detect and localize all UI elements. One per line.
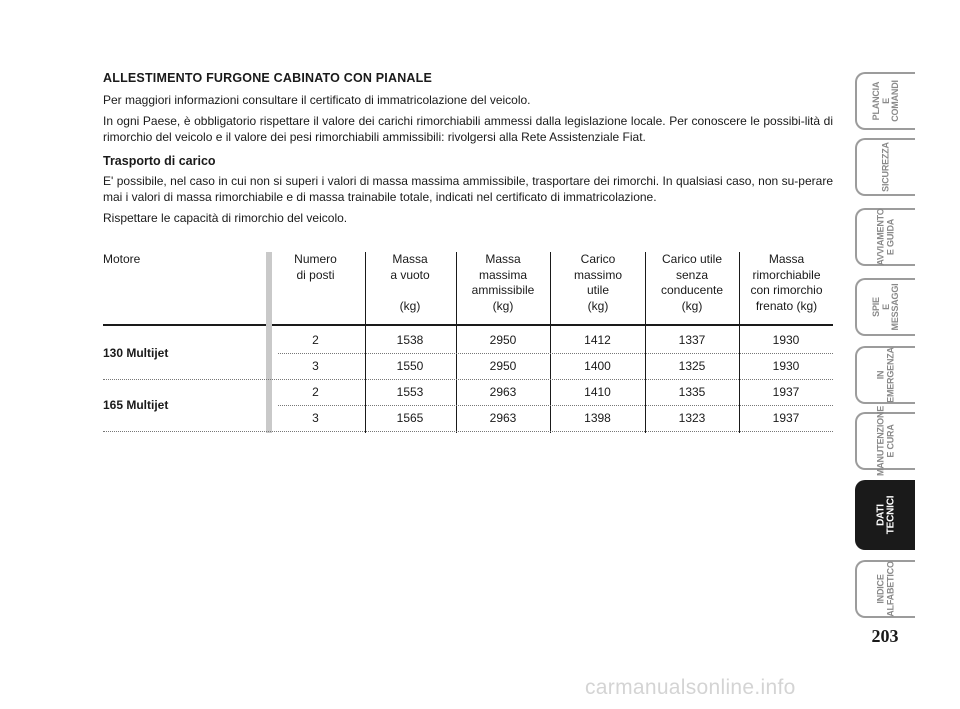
cell-vuoto: 1538: [396, 333, 424, 347]
tab-sicurezza[interactable]: [855, 138, 915, 196]
tab-label: IN EMERGENZA: [875, 347, 895, 403]
watermark: carmanualsonline.info: [585, 676, 796, 699]
section-title: ALLESTIMENTO FURGONE CABINATO CON PIANALE: [103, 71, 433, 85]
cell-vuoto: 1553: [396, 385, 424, 399]
cell-posti: 3: [312, 411, 319, 425]
page-number: 203: [871, 626, 899, 646]
table-row: [103, 328, 833, 354]
header-rule: [103, 324, 833, 326]
cell-rimorchiabile: 1937: [772, 411, 800, 425]
header-ammissibile: Massa massima ammissibile (kg): [471, 252, 535, 313]
tab-label: INDICE ALFABETICO: [875, 561, 895, 617]
tab-label: MANUTENZIONE E CURA: [875, 405, 895, 477]
tab-label: SICUREZZA: [880, 142, 891, 192]
subsection-title: Trasporto di carico: [103, 154, 216, 168]
header-posti: Numero di posti: [294, 252, 337, 282]
tab-plancia-e-comandi[interactable]: [855, 72, 915, 130]
paragraph-legislation: In ogni Paese, è obbligatorio rispettare il valore dei carichi rimorchiabili ammessi dalla legislazione locale. Per conoscere le possibi-lità di rimorchio del veicolo e il valore dei pesi rimorchiabili ammissibili: rivolgersi alla Rete Assistenziale Fiat.: [103, 114, 833, 144]
cell-ammissibile: 2963: [489, 385, 517, 399]
cell-posti: 2: [312, 385, 319, 399]
tab-label: PLANCIA E COMANDI: [870, 80, 900, 122]
tab-in-emergenza[interactable]: [855, 346, 915, 404]
cell-carico: 1398: [584, 411, 611, 425]
tab-avviamento-e-guida[interactable]: [855, 208, 915, 266]
cell-ammissibile: 2950: [489, 359, 517, 373]
header-conducente: Carico utile senza conducente (kg): [660, 252, 724, 313]
cell-conducente: 1323: [678, 411, 706, 425]
table-bottom-separator: [103, 431, 833, 432]
cell-carico: 1400: [584, 359, 611, 373]
table-body: [103, 328, 833, 432]
motore-label: 165 Multijet: [103, 398, 169, 412]
cell-rimorchiabile: 1930: [772, 333, 800, 347]
header-vuoto: Massa a vuoto (kg): [390, 252, 430, 313]
cell-rimorchiabile: 1930: [772, 359, 800, 373]
table-row: [103, 354, 833, 380]
tab-indice-alfabetico[interactable]: [855, 560, 915, 618]
cell-rimorchiabile: 1937: [772, 385, 800, 399]
cell-ammissibile: 2963: [489, 411, 517, 425]
cell-conducente: 1335: [678, 385, 706, 399]
tab-manutenzione-e-cura[interactable]: [855, 405, 915, 477]
paragraph-load: E' possibile, nel caso in cui non si superi i valori di massa massima ammissibile, trasportare dei rimorchi. In qualsiasi caso, non su-perare mai i valori di massa rimorchiabile e di massa trainabile totale, indicati nel certificato di immatricolazione.: [103, 174, 833, 204]
cell-posti: 2: [312, 333, 319, 347]
cell-vuoto: 1565: [396, 411, 424, 425]
tab-label: AVVIAMENTO E GUIDA: [875, 208, 895, 266]
tab-spie-e-messaggi[interactable]: [855, 278, 915, 336]
cell-conducente: 1337: [678, 333, 706, 347]
table-header: [103, 252, 833, 324]
tab-dati-tecnici[interactable]: [855, 480, 915, 550]
table-row: [103, 380, 833, 406]
weights-table: [103, 252, 833, 425]
header-motore: Motore: [103, 252, 141, 266]
paragraph-capacity: Rispettare le capacità di rimorchio del veicolo.: [103, 211, 348, 225]
cell-posti: 3: [312, 359, 319, 373]
cell-carico: 1410: [584, 385, 611, 399]
tab-label: DATI TECNICI: [875, 495, 896, 535]
cell-conducente: 1325: [678, 359, 706, 373]
header-rimorchiabile: Massa rimorchiabile con rimorchio frenato (kg): [750, 252, 823, 313]
cell-ammissibile: 2950: [489, 333, 517, 347]
cell-carico: 1412: [584, 333, 611, 347]
tab-label: SPIE E MESSAGGI: [870, 283, 900, 331]
main-content: [103, 70, 833, 231]
paragraph-certificate: Per maggiori informazioni consultare il certificato di immatricolazione del veicolo.: [103, 93, 531, 107]
motore-label: 130 Multijet: [103, 346, 169, 360]
table-row: [103, 406, 833, 432]
header-carico: Carico massimo utile (kg): [573, 252, 622, 313]
cell-vuoto: 1550: [396, 359, 424, 373]
